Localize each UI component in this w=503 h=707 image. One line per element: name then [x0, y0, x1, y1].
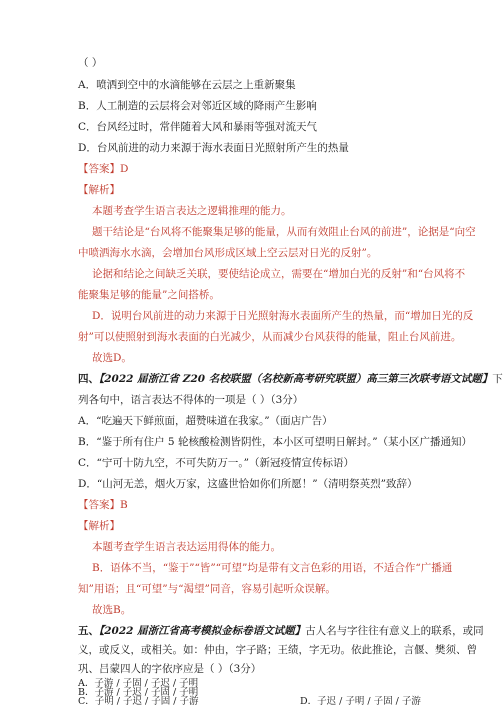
question-stem-line: 列各句中，语言表达不得体的一项是（ ）（3分） — [78, 394, 304, 406]
question-source: 【2022 届浙江省 Z20 名校联盟（名校新高考研究联盟）高三第三次联考语文试题】 — [99, 373, 493, 385]
option-a: A．喷洒到空中的水滴能够在云层之上重新聚集 — [78, 79, 296, 91]
option-a: A．“吃遍天下鲜煎面，超赞味道在我家。”（面店广告） — [78, 415, 333, 427]
option-d: D．子迟 / 子明 / 子固 / 子游 — [300, 696, 421, 707]
analysis-line: 本题考查学生语言表达之逻辑推理的能力。 — [92, 205, 292, 217]
question-stem-line: 巩、吕蒙四人的字依序应是（ ）（3分） — [78, 663, 262, 675]
analysis-line: 题干结论是“台风将不能聚集足够的能量，从而有效阻止台风的前进”，论据是“向空 — [92, 226, 476, 238]
option-a: A．子游 / 子固 / 子迟 / 子明 — [78, 678, 199, 689]
question-stem-line: 义，或反义，或相关。如：仲由，字子路；王绩，字无功。依此推论，言偃、樊须、曾 — [78, 644, 477, 656]
question-stem-text: 古人名与字往往有意义上的联系，或同 — [305, 625, 484, 637]
answer-label: 【答案】D — [78, 163, 129, 175]
analysis-line: D．说明台风前进的动力来源于日光照射海水表面所产生的热量，而“增加日光的反 — [92, 310, 474, 322]
analysis-label: 【解析】 — [78, 184, 120, 196]
option-c: C．台风经过时，常伴随着大风和暴雨等强对流天气 — [78, 121, 318, 133]
analysis-line: 故选B。 — [92, 604, 132, 616]
analysis-line: 故选D。 — [92, 352, 132, 364]
analysis-line: 知”用语；且“可望”与“渴望”同音，容易引起听众误解。 — [78, 583, 336, 595]
option-d: D．台风前进的动力来源于海水表面日光照射所产生的热量 — [78, 142, 349, 154]
analysis-line: 论据和结论之间缺乏关联，要使结论成立，需要在“增加白光的反射”和“台风将不 — [92, 268, 466, 280]
analysis-line: 射”可以使照射到海水表面的白光减少，从而减少台风获得的能量，阻止台风前进。 — [78, 331, 462, 343]
option-c: C．子明 / 子迟 / 子固 / 子游 — [78, 696, 199, 707]
analysis-line: 中喷洒海水水滴，会增加台风形成区域上空云层对日光的反射”。 — [78, 247, 378, 259]
question-stem-text: 下 — [492, 373, 503, 385]
option-b: B．子游 / 子迟 / 子固 / 子明 — [78, 687, 199, 698]
option-b: B．人工制造的云层将会对邻近区域的降雨产生影响 — [78, 100, 317, 112]
question-stem — [78, 624, 484, 638]
question-source: 【2022 届浙江省高考模拟金标卷语文试题】 — [99, 625, 306, 637]
analysis-line: B．语体不当，“鉴于”“皆”“可望”均是带有文言色彩的用语，不适合作“广播通 — [92, 562, 453, 574]
option-d: D．“山河无恙，烟火万家，这盛世恰如你们所愿！”（清明祭英烈”致辞） — [78, 478, 418, 490]
analysis-line: 能聚集足够的能量”之间搭桥。 — [78, 289, 220, 301]
question-stem — [78, 372, 503, 386]
analysis-label: 【解析】 — [78, 520, 120, 532]
option-b: B．“鉴于所有住户 5 轮核酸检测皆阴性，本小区可望明日解封。”（某小区广播通知） — [78, 436, 473, 448]
analysis-line: 本题考查学生语言表达运用得体的能力。 — [92, 541, 281, 553]
question-blank: （ ） — [78, 57, 103, 69]
question-number: 四、 — [78, 373, 99, 385]
answer-label: 【答案】B — [78, 499, 128, 511]
option-c: C．“宁可十防九空，不可失防万一。”（新冠疫情宣传标语） — [78, 457, 355, 469]
question-number: 五、 — [78, 625, 99, 637]
